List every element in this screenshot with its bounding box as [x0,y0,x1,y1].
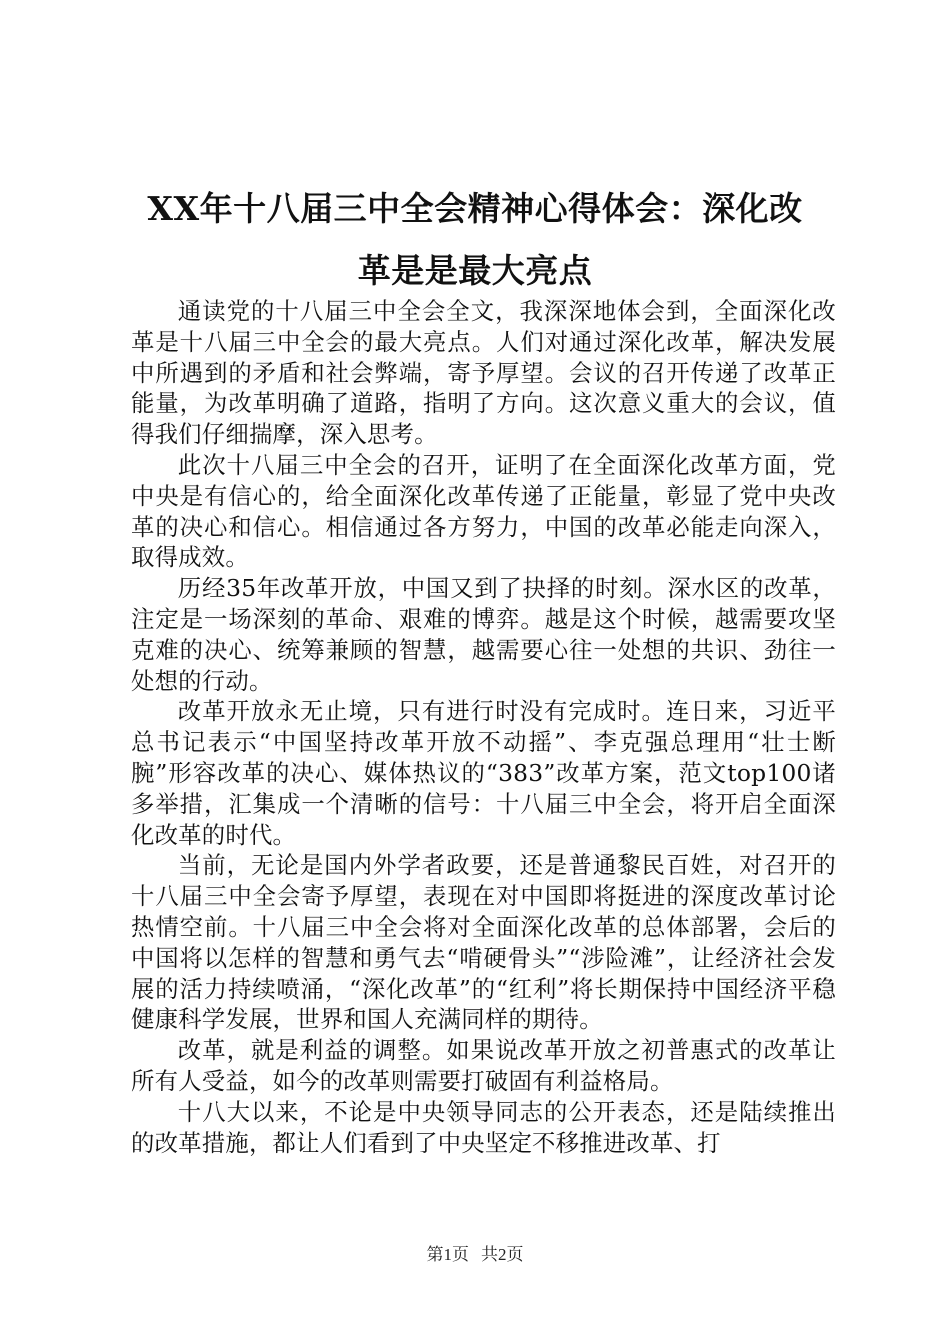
page-number-current: 第1页 [426,1245,469,1264]
document-body [131,296,836,1158]
title-line-1: XX年十八届三中全会精神心得体会：深化改 [147,189,803,228]
paragraph-4: 改革开放永无止境，只有进行时没有完成时。连日来，习近平总书记表示“中国坚持改革开放不动摇”、李克强总理用“壮士断腕”形容改革的决心、媒体热议的“383”改革方案，范文top100诸多举措，汇集成一个清晰的信号：十八届三中全会，将开启全面深化改革的时代。 [131,697,836,849]
paragraph-5: 当前，无论是国内外学者政要，还是普通黎民百姓，对召开的十八届三中全会寄予厚望，表现在对中国即将挺进的深度改革讨论热情空前。十八届三中全会将对全面深化改革的总体部署，会后的中国将以怎样的智慧和勇气去“啃硬骨头”“涉险滩”，让经济社会发展的活力持续喷涌，“深化改革”的“红利”将长期保持中国经济平稳健康科学发展，世界和国人充满同样的期待。 [131,851,836,1034]
paragraph-2: 此次十八届三中全会的召开，证明了在全面深化改革方面，党中央是有信心的，给全面深化改革传递了正能量，彰显了党中央改革的决心和信心。相信通过各方努力，中国的改革必能走向深入，取得成效。 [131,450,836,572]
title-line-2: 革是是最大亮点 [357,251,593,290]
paragraph-7: 十八大以来，不论是中央领导同志的公开表态，还是陆续推出的改革措施，都让人们看到了中央坚定不移推进改革、打 [131,1097,836,1157]
page-number-total: 共2页 [481,1245,524,1264]
paragraph-6: 改革，就是利益的调整。如果说改革开放之初普惠式的改革让所有人受益，如今的改革则需要打破固有利益格局。 [131,1036,836,1095]
paragraph-3: 历经35年改革开放，中国又到了抉择的时刻。深水区的改革，注定是一场深刻的革命、艰难的博弈。越是这个时候，越需要攻坚克难的决心、统筹兼顾的智慧，越需要心往一处想的共识、劲往一处想的行动。 [131,574,836,695]
page-footer [0,1240,950,1265]
paragraph-1: 通读党的十八届三中全会全文，我深深地体会到，全面深化改革是十八届三中全会的最大亮点。人们对通过深化改革，解决发展中所遇到的矛盾和社会弊端，寄予厚望。会议的召开传递了改革正能量，为改革明确了道路，指明了方向。这次意义重大的会议，值得我们仔细揣摩，深入思考。 [131,297,836,449]
document-title [120,178,830,302]
